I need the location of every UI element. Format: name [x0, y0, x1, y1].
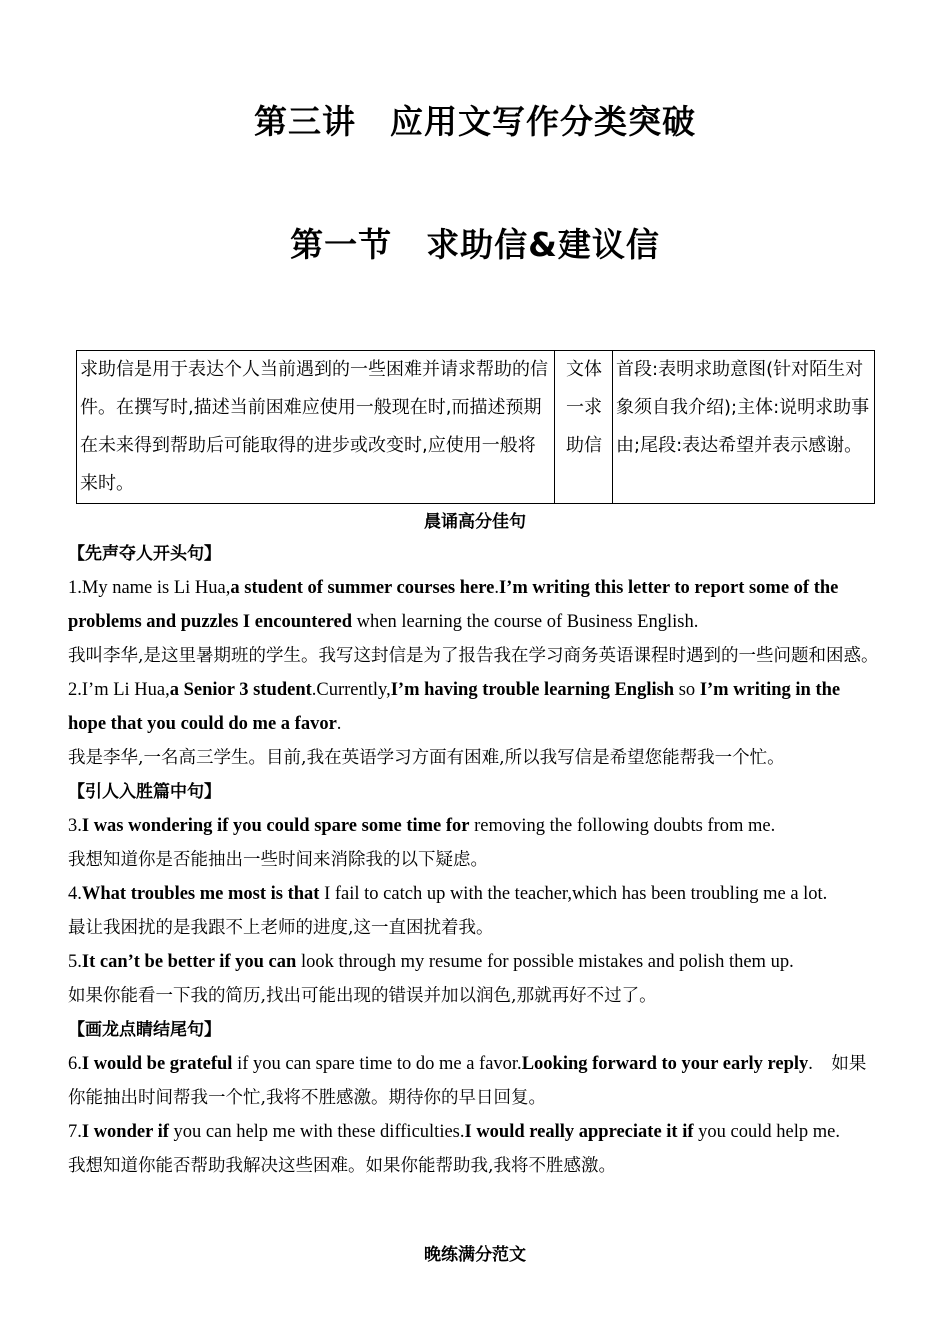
sentence-text: 3. [68, 816, 82, 836]
sentence-text: 1.My name is Li Hua, [68, 578, 231, 598]
key-phrase: I would be grateful [81, 1054, 233, 1074]
example-sentence [68, 1115, 882, 1149]
key-phrase: I was wondering if you could spare some time for [81, 816, 470, 836]
sentence-text: if you can spare time to do me a favor. [232, 1054, 522, 1074]
sentence-text: .Currently, [311, 680, 391, 700]
example-sentence [68, 571, 882, 639]
group-heading: 【引人入胜篇中句】 [68, 782, 221, 802]
key-phrase: I’m writing this letter to report some of the problems and puzzles I encountered [68, 578, 839, 632]
morning-section-caption: 晨诵高分佳句 [424, 512, 526, 532]
evening-section-caption: 晚练满分范文 [424, 1245, 526, 1265]
sentence-translation: 我想知道你能否帮助我解决这些困难。如果你能帮助我,我将不胜感激。 [68, 1156, 617, 1176]
sentence-translation: 如果你能看一下我的简历,找出可能出现的错误并加以润色,那就再好不过了。 [68, 986, 657, 1006]
key-phrase: a student of summer courses here [230, 578, 495, 598]
lecture-title: 第三讲 应用文写作分类突破 [254, 102, 696, 141]
example-sentence [68, 1047, 882, 1115]
example-sentence [68, 877, 882, 911]
sentence-translation: 我叫李华,是这里暑期班的学生。我写这封信是为了报告我在学习商务英语课程时遇到的一些问题和困惑。 [68, 646, 879, 666]
sentence-text: 5. [68, 952, 82, 972]
sentence-text: 4. [68, 884, 82, 904]
sentence-text: 2.I’m Li Hua, [68, 680, 170, 700]
sentence-text: removing the following doubts from me. [469, 816, 776, 836]
key-phrase: Looking forward to your early reply [521, 1054, 809, 1074]
sentence-text: you could help me. [693, 1122, 840, 1142]
sentence-text: 6. [68, 1054, 82, 1074]
sentence-text: . [336, 714, 342, 734]
sentence-list [68, 537, 882, 1183]
key-phrase: I would really appreciate it if [464, 1122, 694, 1142]
group-heading: 【画龙点睛结尾句】 [68, 1020, 221, 1040]
genre-label: 文体一求助信 [555, 351, 613, 504]
section-title: 第一节 求助信&建议信 [290, 225, 660, 264]
key-phrase: I wonder if [81, 1122, 169, 1142]
key-phrase: a Senior 3 student [169, 680, 312, 700]
sentence-text: 7. [68, 1122, 82, 1142]
key-phrase: I’m having trouble learning English [390, 680, 675, 700]
sentence-text: . [808, 1054, 832, 1074]
intro-table [76, 350, 875, 504]
example-sentence [68, 945, 882, 979]
example-sentence [68, 809, 882, 843]
structure-description: 首段:表明求助意图(针对陌生对象须自我介绍);主体:说明求助事由;尾段:表达希望并表示感谢。 [613, 351, 875, 504]
sentence-translation: 如果你能抽出时间帮我一个忙,我将不胜感激。期待你的早日回复。 [68, 1054, 867, 1108]
key-phrase: It can’t be better if you can [81, 952, 297, 972]
group-heading: 【先声夺人开头句】 [68, 544, 221, 564]
sentence-text: you can help me with these difficulties. [168, 1122, 465, 1142]
sentence-text: so [674, 680, 700, 700]
sentence-translation: 我想知道你是否能抽出一些时间来消除我的以下疑虑。 [68, 850, 488, 870]
sentence-translation: 最让我困扰的是我跟不上老师的进度,这一直困扰着我。 [68, 918, 494, 938]
example-sentence [68, 673, 882, 741]
sentence-text: look through my resume for possible mistakes and polish them up. [296, 952, 794, 972]
key-phrase: What troubles me most is that [81, 884, 320, 904]
intro-description: 求助信是用于表达个人当前遇到的一些困难并请求帮助的信件。在撰写时,描述当前困难应使用一般现在时,而描述预期在未来得到帮助后可能取得的进步或改变时,应使用一般将来时。 [77, 351, 555, 504]
sentence-text: I fail to catch up with the teacher,which has been troubling me a lot. [319, 884, 828, 904]
key-phrase: I’m writing in the hope that you could do me a favor [68, 680, 841, 734]
sentence-translation: 我是李华,一名高三学生。目前,我在英语学习方面有困难,所以我写信是希望您能帮我一个忙。 [68, 748, 785, 768]
sentence-text: when learning the course of Business English. [352, 612, 699, 632]
sentence-text: . [494, 578, 499, 598]
